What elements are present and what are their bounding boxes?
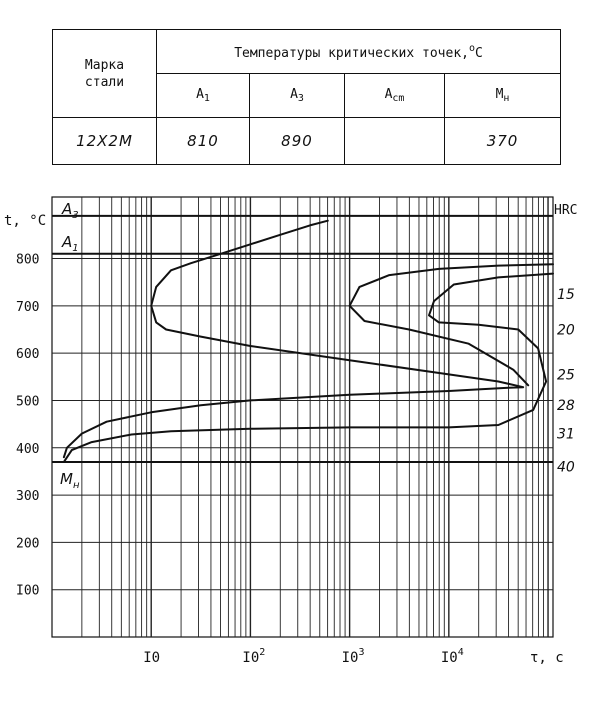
hrc-label: 15 [557,286,575,303]
grade-header-label: Марка стали [84,57,125,90]
y-tick-label: I00 [16,583,40,599]
x-axis-label: τ, с [530,650,564,666]
chart-labels [4,200,577,666]
col-a1-sub: 1 [203,93,210,104]
hrc-label: 31 [557,426,575,443]
hrc-label: 28 [557,398,575,415]
cell-a1: 810 [157,118,250,165]
y-tick-label: 200 [16,536,40,552]
x-tick-label: I0 [143,650,161,666]
temps-unit-sup: о [469,42,476,54]
col-a3-sub: 3 [297,93,304,104]
y-axis-label: t, °C [4,213,47,229]
cell-mn: 370 [445,118,561,165]
y-tick-label: 700 [16,299,40,315]
y-tick-label: 400 [16,441,40,457]
col-acm-base: А [384,87,393,102]
y-tick-label: 800 [16,252,40,268]
x-tick-label: $I0^4$ [440,647,464,666]
cell-a3: 890 [250,118,345,165]
hrc-label: 25 [557,367,575,384]
col-a3-base: А [290,87,298,102]
critical-label-A1: $A_1$ [62,232,79,254]
x-tick-label: $I0^3$ [341,647,365,666]
col-acm-sub: cm [392,93,405,104]
x-tick-label: $I0^2$ [242,647,266,666]
y-tick-label: 300 [16,489,40,505]
col-mn-base: М [495,87,504,102]
cell-grade: 12Х2М [53,118,157,165]
y-tick-label: 600 [16,347,40,363]
critical-label-Mн: $M_н$ [60,469,80,491]
transformation-curves [64,221,553,462]
curve-curve_1_start [64,221,523,458]
critical-label-A3: $A_3$ [62,199,79,221]
hrc-label: 40 [557,459,575,476]
col-mn-sub: н [503,93,510,104]
curve-curve_2 [350,264,553,385]
temps-header-label: Температуры критических точек, [234,45,469,61]
curve-curve_1_end [64,274,553,462]
hrc-label: 20 [557,322,575,339]
y-tick-label: 500 [16,394,40,410]
hrc-axis-label: HRC [554,203,578,218]
temps-unit: С [475,45,483,61]
col-a1-base: А [196,87,204,102]
